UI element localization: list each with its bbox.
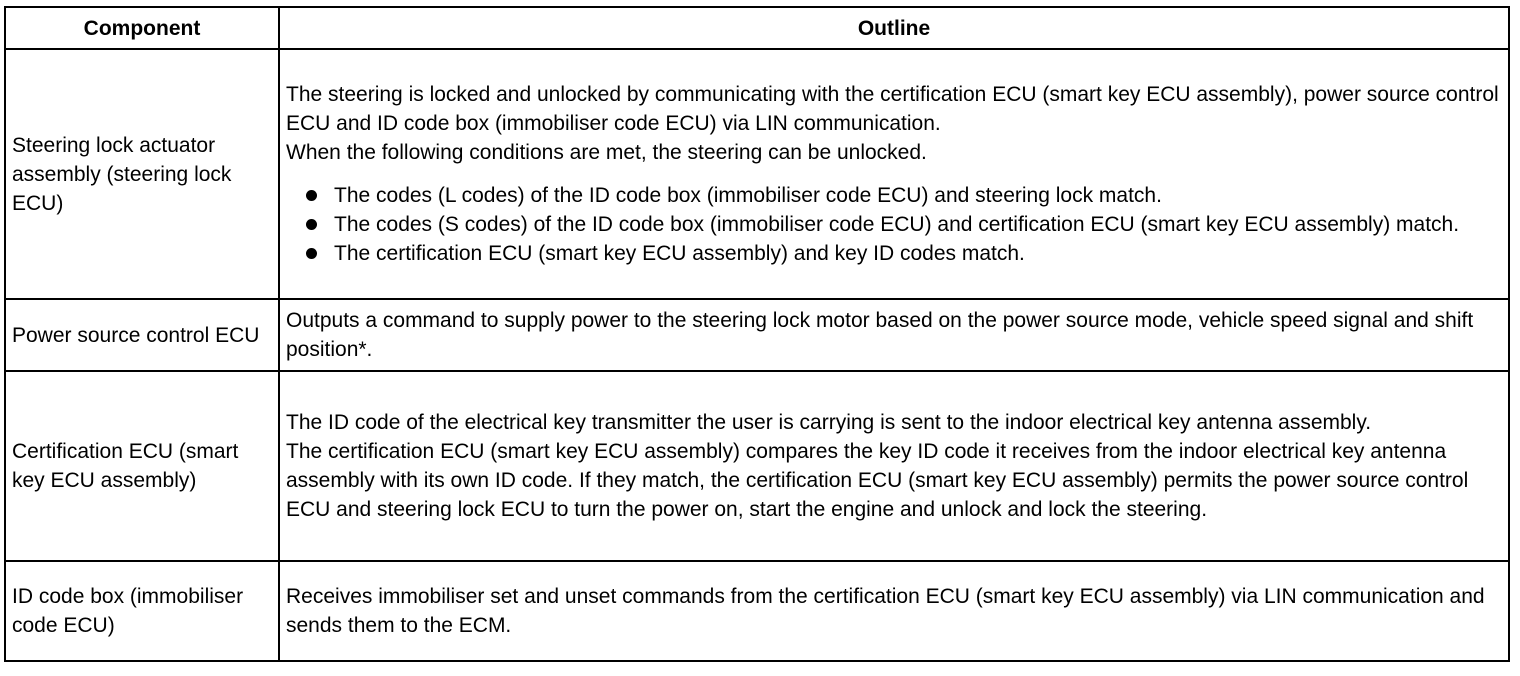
outline-paragraph: Outputs a command to supply power to the steering lock motor based on the power source mode, vehicle speed signal and shift position*. xyxy=(286,309,1474,361)
outline-paragraph: Receives immobiliser set and unset commands from the certification ECU (smart key ECU assembly) via LIN communication and sends them to the ECM. xyxy=(286,585,1485,637)
condition-list xyxy=(286,181,1502,268)
component-cell: Certification ECU (smart key ECU assembly) xyxy=(5,371,279,561)
list-item-text: The codes (L codes) of the ID code box (immobiliser code ECU) and steering lock match. xyxy=(334,184,1162,207)
outline-paragraph: The steering is locked and unlocked by communicating with the certification ECU (smart key ECU assembly), power source control ECU and ID code box (immobiliser code ECU) via LIN communication. xyxy=(286,83,1499,135)
header-outline: Outline xyxy=(279,7,1509,49)
header-component: Component xyxy=(5,7,279,49)
header-row xyxy=(5,7,1509,49)
component-cell: Power source control ECU xyxy=(5,299,279,371)
table-row xyxy=(5,371,1509,561)
component-cell: Steering lock actuator assembly (steering lock ECU) xyxy=(5,49,279,299)
bullet-icon xyxy=(306,190,317,201)
list-item xyxy=(286,239,1502,268)
outline-cell xyxy=(279,561,1509,661)
component-outline-table xyxy=(4,6,1510,662)
outline-cell xyxy=(279,49,1509,299)
outline-paragraph: When the following conditions are met, the steering can be unlocked. xyxy=(286,141,927,164)
outline-cell xyxy=(279,371,1509,561)
table-row xyxy=(5,49,1509,299)
component-cell: ID code box (immobiliser code ECU) xyxy=(5,561,279,661)
outline-cell xyxy=(279,299,1509,371)
bullet-icon xyxy=(306,248,317,259)
list-item-text: The codes (S codes) of the ID code box (immobiliser code ECU) and certification ECU (smart key ECU assembly) match. xyxy=(334,213,1460,236)
table-row xyxy=(5,299,1509,371)
list-item xyxy=(286,210,1502,239)
list-item-text: The certification ECU (smart key ECU assembly) and key ID codes match. xyxy=(334,242,1025,265)
outline-paragraph: The ID code of the electrical key transmitter the user is carrying is sent to the indoor electrical key antenna assembly. xyxy=(286,411,1372,434)
list-item xyxy=(286,181,1502,210)
table-row xyxy=(5,561,1509,661)
bullet-icon xyxy=(306,219,317,230)
outline-paragraph: The certification ECU (smart key ECU assembly) compares the key ID code it receives from the indoor electrical key antenna assembly with its own ID code. If they match, the certification ECU (smart key ECU assembly) permits the power source control ECU and steering lock ECU to turn the power on, start the engine and unlock and lock the steering. xyxy=(286,440,1469,521)
